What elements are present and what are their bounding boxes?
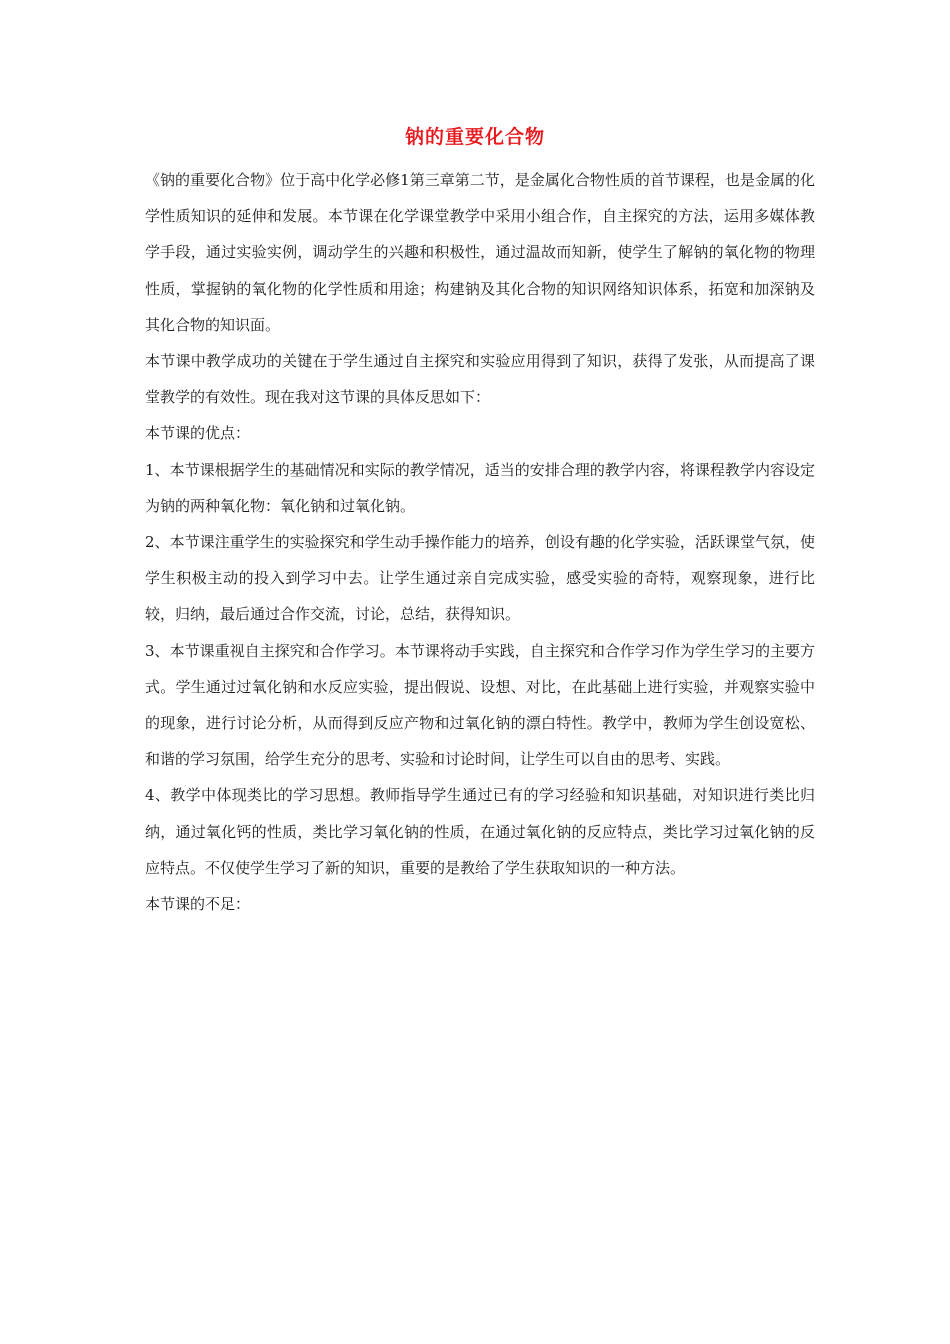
paragraph-point-1: 1、本节课根据学生的基础情况和实际的教学情况，适当的安排合理的教学内容，将课程教学内容设定为钠的两种氧化物：氧化钠和过氧化钠。 <box>145 460 815 515</box>
paragraph-intro: 《钠的重要化合物》位于高中化学必修1第三章第二节，是金属化合物性质的首节课程，也是金属的化学性质知识的延伸和发展。本节课在化学课堂教学中采用小组合作，自主探究的方法，运用多媒体教学手段，通过实验实例，调动学生的兴趣和积极性，通过温故而知新，使学生了解钠的氧化物的物理性质，掌握钠的氧化物的化学性质和用途；构建钠及其化合物的知识网络知识体系，拓宽和加深钠及其化合物的知识面。 <box>145 171 815 334</box>
document-title: 钠的重要化合物 <box>404 126 545 148</box>
paragraph-strengths-heading: 本节课的优点： <box>145 424 251 443</box>
paragraph-weaknesses-heading: 本节课的不足： <box>145 895 251 914</box>
document-body <box>145 162 815 922</box>
paragraph-point-4: 4、教学中体现类比的学习思想。教师指导学生通过已有的学习经验和知识基础，对知识进行类比归纳，通过氧化钙的性质，类比学习氧化钠的性质，在通过氧化钠的反应特点，类比学习过氧化钠的反应特点。不仅使学生学习了新的知识，重要的是教给了学生获取知识的一种方法。 <box>145 786 815 877</box>
paragraph-point-2: 2、本节课注重学生的实验探究和学生动手操作能力的培养，创设有趣的化学实验，活跃课堂气氛，使学生积极主动的投入到学习中去。让学生通过亲自完成实验，感受实验的奇特，观察现象，进行比较，归纳，最后通过合作交流，讨论，总结，获得知识。 <box>145 533 815 624</box>
paragraph-key-success: 本节课中教学成功的关键在于学生通过自主探究和实验应用得到了知识，获得了发张，从而提高了课堂教学的有效性。现在我对这节课的具体反思如下： <box>145 352 815 407</box>
paragraph-point-3: 3、本节课重视自主探究和合作学习。本节课将动手实践，自主探究和合作学习作为学生学习的主要方式。学生通过过氧化钠和水反应实验，提出假说、设想、对比，在此基础上进行实验，并观察实验中的现象，进行讨论分析，从而得到反应产物和过氧化钠的漂白特性。教学中，教师为学生创设宽松、和谐的学习氛围，给学生充分的思考、实验和讨论时间，让学生可以自由的思考、实践。 <box>145 641 815 769</box>
